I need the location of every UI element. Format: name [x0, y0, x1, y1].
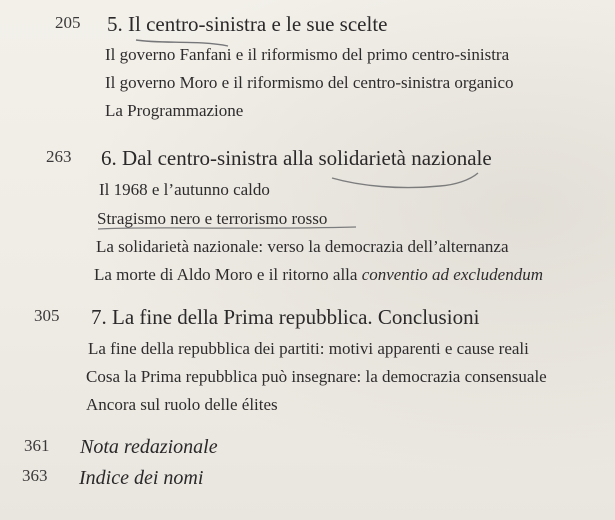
section-7-item-2: Cosa la Prima repubblica può insegnare: la democrazia consensuale: [86, 367, 547, 386]
section-6-item-2: Stragismo nero e terrorismo rosso: [97, 209, 328, 228]
appendix-1-title: Nota redazionale: [80, 436, 218, 458]
section-7-title: 7. La fine della Prima repubblica. Conclusioni: [91, 305, 480, 329]
appendix-2-title: Indice dei nomi: [79, 467, 204, 489]
section-6-item-1: Il 1968 e l’autunno caldo: [99, 180, 270, 199]
section-6-item-4-text: La morte di Aldo Moro e il ritorno alla: [94, 265, 362, 284]
section-6-item-4-italic: conventio ad excludendum: [361, 265, 543, 284]
section-5-item-3: La Programmazione: [105, 101, 244, 120]
section-6-item-4: [94, 265, 543, 285]
appendix-2-page-number: 363: [22, 466, 48, 485]
section-5-item-1: Il governo Fanfani e il riformismo del primo centro-sinistra: [105, 45, 510, 64]
section-7-item-1: La fine della repubblica dei partiti: motivi apparenti e cause reali: [88, 339, 529, 358]
section-5-title: 5. Il centro-sinistra e le sue scelte: [107, 12, 388, 36]
section-5-page-number: 205: [55, 13, 81, 32]
section-6-item-3: La solidarietà nazionale: verso la democrazia dell’alternanza: [96, 237, 509, 256]
section-5-item-2: Il governo Moro e il riformismo del centro-sinistra organico: [105, 73, 514, 92]
section-7-page-number: 305: [34, 306, 60, 325]
appendix-1-page-number: 361: [24, 436, 50, 455]
section-6-title: 6. Dal centro-sinistra alla solidarietà nazionale: [101, 146, 492, 170]
section-6-page-number: 263: [46, 147, 72, 166]
section-7-item-3: Ancora sul ruolo delle élites: [86, 395, 278, 414]
